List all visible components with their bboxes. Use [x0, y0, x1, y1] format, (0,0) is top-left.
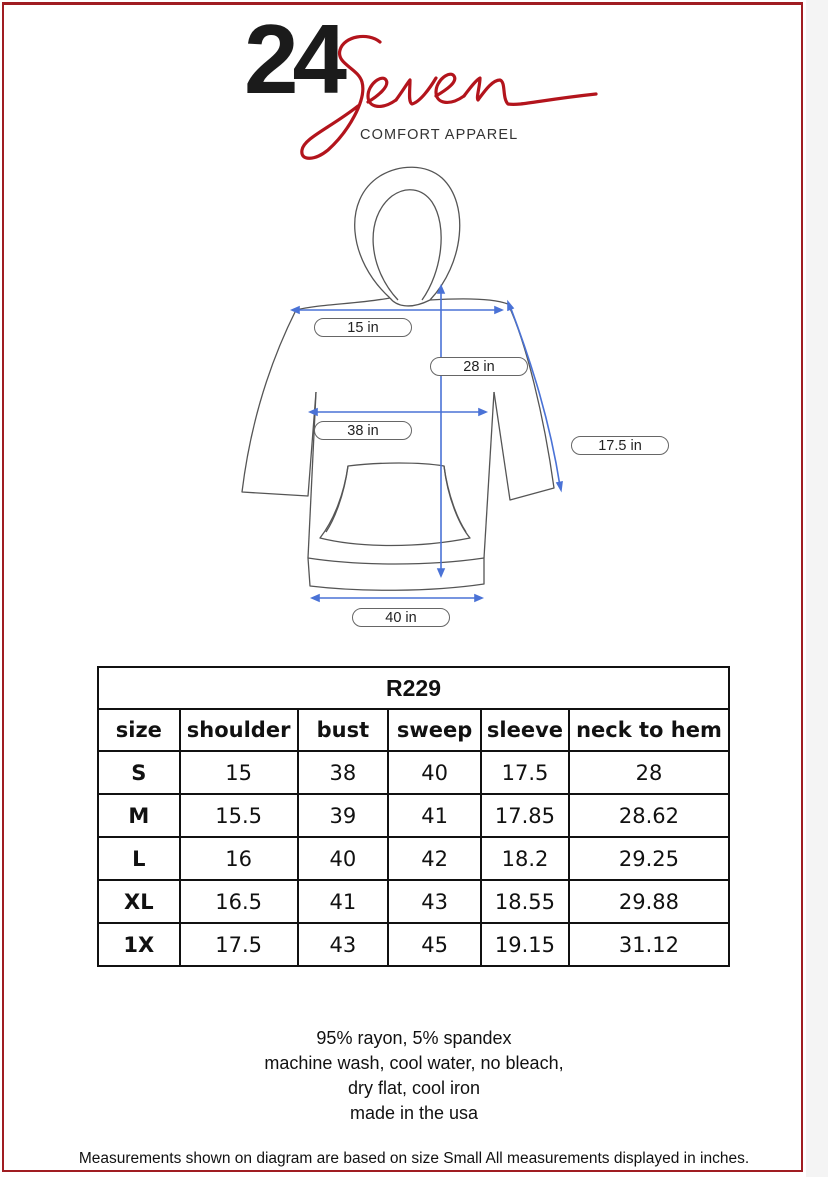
table-row [98, 751, 729, 794]
bust-cell: 41 [298, 880, 389, 923]
bust-measurement: 38 in [314, 421, 412, 440]
shoulder-cell: 15 [180, 751, 298, 794]
sweep-cell: 41 [388, 794, 481, 837]
shoulder-measurement: 15 in [314, 318, 412, 337]
sleeve-cell: 17.85 [481, 794, 569, 837]
column-header-sweep: sweep [388, 709, 481, 751]
sleeve-cell: 17.5 [481, 751, 569, 794]
brand-number: 24 [244, 4, 342, 114]
sweep-cell: 45 [388, 923, 481, 966]
table-row [98, 880, 729, 923]
size-cell: 1X [98, 923, 180, 966]
length-measurement: 28 in [430, 357, 528, 376]
bust-cell: 39 [298, 794, 389, 837]
sweep-measurement: 40 in [352, 608, 450, 627]
table-row [98, 837, 729, 880]
bust-cell: 38 [298, 751, 389, 794]
sleeve-cell: 18.2 [481, 837, 569, 880]
column-header-bust: bust [298, 709, 389, 751]
brand-logo [240, 4, 610, 170]
sleeve-cell: 19.15 [481, 923, 569, 966]
bust-cell: 43 [298, 923, 389, 966]
column-header-size: size [98, 709, 180, 751]
shoulder-cell: 15.5 [180, 794, 298, 837]
sweep-cell: 42 [388, 837, 481, 880]
hoodie-diagram [230, 160, 690, 640]
size-cell: S [98, 751, 180, 794]
shoulder-cell: 17.5 [180, 923, 298, 966]
shoulder-cell: 16 [180, 837, 298, 880]
sweep-cell: 43 [388, 880, 481, 923]
size-cell: M [98, 794, 180, 837]
size-chart-table [97, 666, 730, 967]
neck-to-hem-cell: 29.25 [569, 837, 729, 880]
sleeve-measurement: 17.5 in [571, 436, 669, 455]
dry-instructions: dry flat, cool iron [347, 1078, 481, 1098]
shoulder-cell: 16.5 [180, 880, 298, 923]
brand-script-logo [240, 4, 610, 170]
bust-cell: 40 [298, 837, 389, 880]
sleeve-cell: 18.55 [481, 880, 569, 923]
fabric-content: 95% rayon, 5% spandex [316, 1028, 512, 1048]
brand-tagline: COMFORT APPAREL [360, 127, 519, 143]
origin-label: made in the usa [349, 1103, 479, 1123]
neck-to-hem-cell: 28 [569, 751, 729, 794]
wash-instructions: machine wash, cool water, no bleach, [264, 1053, 564, 1073]
column-header-neck-to-hem: neck to hem [569, 709, 729, 751]
sweep-cell: 40 [388, 751, 481, 794]
header-row [98, 709, 729, 751]
size-cell: XL [98, 880, 180, 923]
neck-to-hem-cell: 31.12 [569, 923, 729, 966]
style-number: R229 [98, 667, 729, 709]
neck-to-hem-cell: 28.62 [569, 794, 729, 837]
column-header-sleeve: sleeve [481, 709, 569, 751]
care-instructions [0, 1026, 828, 1126]
table-row [98, 794, 729, 837]
column-header-shoulder: shoulder [180, 709, 298, 751]
hoodie-outline-icon [230, 160, 690, 640]
table-row [98, 923, 729, 966]
size-cell: L [98, 837, 180, 880]
neck-to-hem-cell: 29.88 [569, 880, 729, 923]
page-edge [806, 0, 828, 1177]
measurement-note: Measurements shown on diagram are based on size Small All measurements displayed in inches. [78, 1150, 750, 1167]
